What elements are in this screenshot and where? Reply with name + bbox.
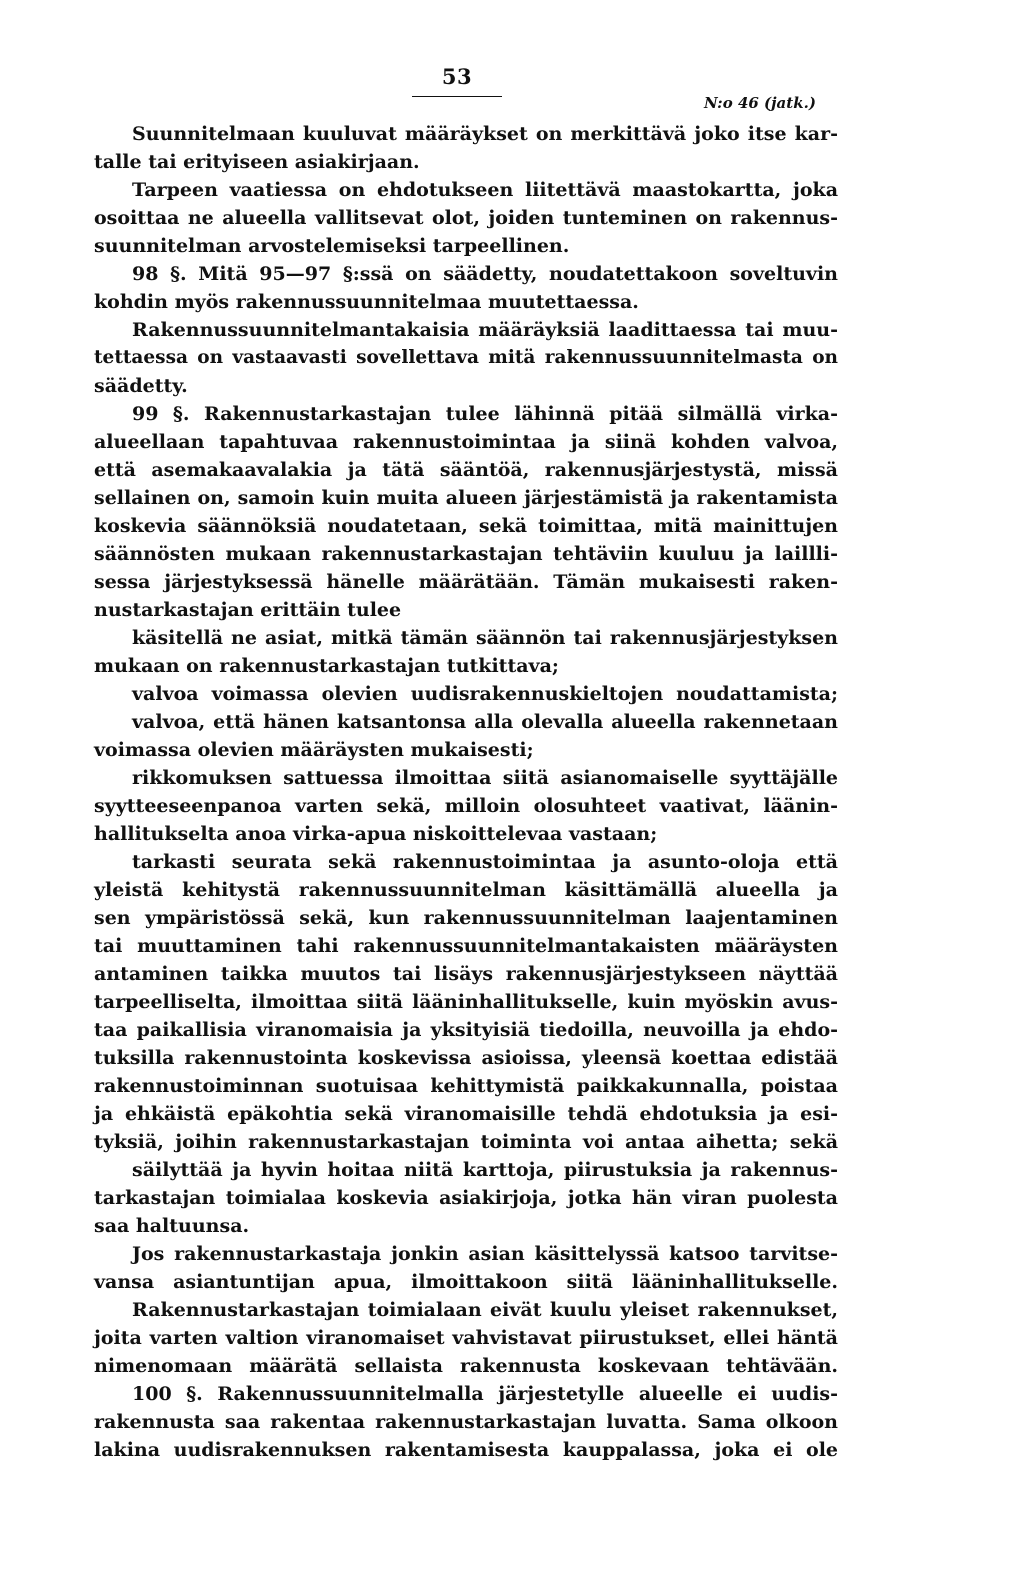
text-line: talle tai erityiseen asiakirjaan.	[94, 151, 420, 173]
text-line: sen ympäristössä sekä, kun rakennussuunnitelman laajentaminen	[94, 907, 838, 929]
text-line: rikkomuksen sattuessa ilmoittaa siitä asianomaiselle syyttäjälle	[132, 767, 838, 789]
text-line: sessa järjestyksessä hänelle määrätään. Tämän mukaisesti raken-	[94, 571, 838, 593]
page-number: 53	[441, 64, 473, 89]
text-line: vansa asiantuntijan apua, ilmoittakoon siitä lääninhallitukselle.	[94, 1271, 838, 1293]
text-line: kohdin myös rakennussuunnitelmaa muutettaessa.	[94, 291, 639, 313]
text-line: tai muuttaminen tahi rakennussuunnitelmantakaisten määräysten	[94, 935, 838, 957]
text-line: Rakennussuunnitelmantakaisia määräyksiä laadittaessa tai muu-	[132, 319, 838, 341]
text-line: tettaessa on vastaavasti sovellettava mitä rakennussuunnitelmasta on	[94, 347, 838, 368]
page-number-rule	[412, 96, 502, 97]
body-text	[94, 120, 838, 1464]
text-line: tarpeelliselta, ilmoittaa siitä lääninhallitukselle, kuin myöskin avus-	[94, 991, 838, 1013]
text-line: alueellaan tapahtuvaa rakennustoimintaa ja siinä kohden valvoa,	[94, 431, 838, 453]
text-line: valvoa voimassa olevien uudisrakennuskieltojen noudattamista;	[132, 683, 838, 705]
text-line: tuksilla rakennustointa koskevissa asioissa, yleensä koettaa edistää	[94, 1047, 838, 1069]
text-line: tarkasti seurata sekä rakennustoimintaa ja asunto-oloja että	[132, 851, 838, 873]
text-line: Rakennustarkastajan toimialaan eivät kuulu yleiset rakennukset,	[132, 1299, 838, 1321]
text-line: joita varten valtion viranomaiset vahvistavat piirustukset, ellei häntä	[94, 1327, 838, 1349]
text-line: Jos rakennustarkastaja jonkin asian käsittelyssä katsoo tarvitse-	[132, 1243, 838, 1265]
text-line: nustarkastajan erittäin tulee	[94, 599, 402, 621]
text-line: käsitellä ne asiat, mitkä tämän säännön tai rakennusjärjestyksen	[132, 627, 838, 649]
text-line: rakennusta saa rakentaa rakennustarkastajan luvatta. Sama olkoon	[94, 1411, 838, 1433]
text-line: mukaan on rakennustarkastajan tutkittava;	[94, 655, 559, 677]
text-line: säännösten mukaan rakennustarkastajan tehtäviin kuuluu ja laillli-	[94, 543, 838, 565]
text-line: saa haltuunsa.	[94, 1215, 250, 1237]
text-line: 98 §. Mitä 95—97 §:ssä on säädetty, noudatettakoon soveltuvin	[132, 263, 838, 285]
text-line: suunnitelman arvostelemiseksi tarpeellinen.	[94, 235, 570, 257]
text-line: Tarpeen vaatiessa on ehdotukseen liitettävä maastokartta, joka	[132, 179, 838, 201]
text-line: säilyttää ja hyvin hoitaa niitä karttoja, piirustuksia ja rakennus-	[132, 1159, 838, 1181]
text-line: hallitukselta anoa virka-apua niskoittelevaa vastaan;	[94, 823, 658, 845]
text-line: sellainen on, samoin kuin muita alueen järjestämistä ja rakentamista	[94, 487, 838, 509]
text-line: säädetty.	[94, 375, 188, 397]
text-line: 100 §. Rakennussuunnitelmalla järjestetylle alueelle ei uudis-	[132, 1383, 838, 1405]
text-line: syytteeseenpanoa varten sekä, milloin olosuhteet vaativat, läänin-	[94, 795, 838, 817]
text-line: Suunnitelmaan kuuluvat määräykset on merkittävä joko itse kar-	[132, 123, 838, 145]
text-line: 99 §. Rakennustarkastajan tulee lähinnä pitää silmällä virka-	[132, 403, 838, 425]
text-line: voimassa olevien määräysten mukaisesti;	[94, 739, 534, 761]
text-line: nimenomaan määrätä sellaista rakennusta koskevaan tehtävään.	[94, 1355, 838, 1377]
text-line: taa paikallisia viranomaisia ja yksityisiä tiedoilla, neuvoilla ja ehdo-	[94, 1019, 838, 1041]
text-line: osoittaa ne alueella vallitsevat olot, joiden tunteminen on rakennus-	[94, 207, 838, 229]
text-line: antaminen taikka muutos tai lisäys rakennusjärjestykseen näyttää	[94, 963, 838, 985]
text-line: koskevia säännöksiä noudatetaan, sekä toimittaa, mitä mainittujen	[94, 515, 838, 537]
text-line: yleistä kehitystä rakennussuunnitelman käsittämällä alueella ja	[94, 879, 838, 901]
text-line: lakina uudisrakennuksen rakentamisesta kauppalassa, joka ei ole	[94, 1439, 838, 1461]
running-head: N:o 46 (jatk.)	[704, 94, 816, 112]
text-line: tyksiä, joihin rakennustarkastajan toiminta voi antaa aihetta; sekä	[94, 1131, 838, 1153]
text-line: valvoa, että hänen katsantonsa alla olevalla alueella rakennetaan	[132, 711, 838, 733]
text-line: ja ehkäistä epäkohtia sekä viranomaisille tehdä ehdotuksia ja esi-	[94, 1103, 838, 1125]
text-line: että asemakaavalakia ja tätä sääntöä, rakennusjärjestystä, missä	[94, 459, 838, 481]
text-line: rakennustoiminnan suotuisaa kehittymistä paikkakunnalla, poistaa	[94, 1075, 838, 1097]
text-line: tarkastajan toimialaa koskevia asiakirjoja, jotka hän viran puolesta	[94, 1187, 838, 1209]
